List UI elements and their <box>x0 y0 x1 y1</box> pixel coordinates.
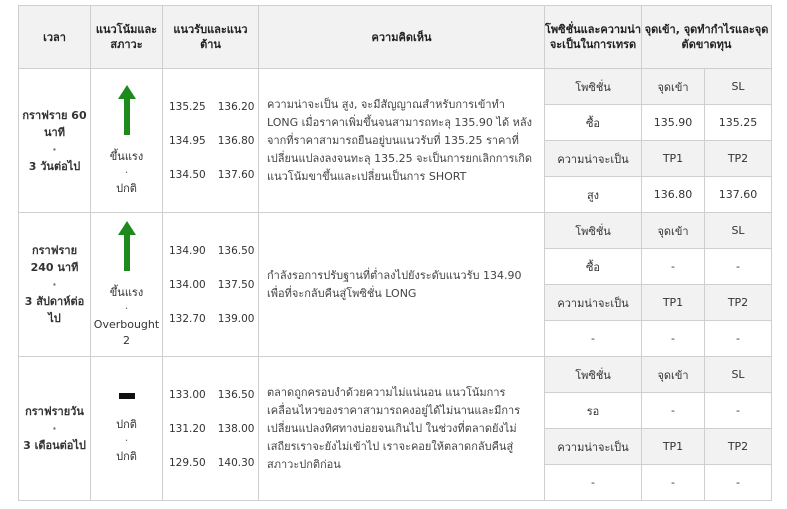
header-opinion: ความคิดเห็น <box>259 6 545 69</box>
arrow-up-icon <box>118 221 136 271</box>
resistance-value: 140.30 <box>217 456 255 469</box>
levels-cell <box>163 213 259 357</box>
trend-cell <box>91 69 163 213</box>
entry-label: จุดเข้า <box>642 69 705 105</box>
opinion-cell: ตลาดถูกครอบงำด้วยความไม่แน่นอน แนวโน้มการเคลื่อนไหวของราคาสามารถคงอยู่ได้ไม่นานและมีการเปลี่ยนแปลงทิศทางบ่อยจนเกินไป ในช่วงที่ตลาดยังไม่เสถียรเราจะยังไม่เข้าไป เราจะคอยให้ตลาดกลับคืนสู่สภาวะปกติก่อน <box>259 357 545 501</box>
resistance-value: 137.60 <box>217 168 255 181</box>
position-label: โพซิชั่น <box>545 69 642 105</box>
timeframe-cell <box>19 213 91 357</box>
prob-value: - <box>545 465 642 501</box>
trend-cell <box>91 357 163 501</box>
tp2-value: 137.60 <box>705 177 772 213</box>
resistance-value: 139.00 <box>217 312 255 325</box>
entry-label: จุดเข้า <box>642 213 705 249</box>
sl-label: SL <box>705 213 772 249</box>
entry-label: จุดเข้า <box>642 357 705 393</box>
arrow-up-icon <box>118 85 136 135</box>
tp2-value: - <box>705 321 772 357</box>
header-row <box>19 6 772 69</box>
tp2-label: TP2 <box>705 141 772 177</box>
sl-value: - <box>705 393 772 429</box>
resistance-value: 136.80 <box>217 134 255 147</box>
support-value: 133.00 <box>169 388 206 401</box>
sl-label: SL <box>705 69 772 105</box>
position-value: รอ <box>545 393 642 429</box>
trend-label: ขึ้นแรง <box>109 285 144 299</box>
separator: · <box>124 165 129 179</box>
sl-label: SL <box>705 357 772 393</box>
support-value: 134.90 <box>169 244 206 257</box>
position-label: โพซิชั่น <box>545 213 642 249</box>
entry-value: - <box>642 249 705 285</box>
tp1-label: TP1 <box>642 141 705 177</box>
separator: · <box>124 301 129 315</box>
prob-value: - <box>545 321 642 357</box>
support-value: 129.50 <box>169 456 206 469</box>
header-time: เวลา <box>19 6 91 69</box>
support-value: 131.20 <box>169 422 206 435</box>
position-value: ซื้อ <box>545 249 642 285</box>
state-label: ปกติ <box>116 449 137 463</box>
header-position: โพซิชั่นและความน่าจะเป็นในการเทรด <box>545 6 642 69</box>
entry-value: - <box>642 393 705 429</box>
resistance-value: 137.50 <box>217 278 255 291</box>
horizon-label: 3 วันต่อไป <box>28 159 81 173</box>
tp1-value: - <box>642 321 705 357</box>
tp1-value: 136.80 <box>642 177 705 213</box>
prob-value: สูง <box>545 177 642 213</box>
timeframe-label: กราฟรายวัน <box>25 405 84 418</box>
levels-cell <box>163 69 259 213</box>
tp1-label: TP1 <box>642 285 705 321</box>
separator: · <box>52 422 57 435</box>
tp2-label: TP2 <box>705 285 772 321</box>
prob-label: ความน่าจะเป็น <box>545 429 642 465</box>
trend-label: ปกติ <box>116 417 137 431</box>
header-trend: แนวโน้มและสภาวะ <box>91 6 163 69</box>
trend-label: ขึ้นแรง <box>109 149 144 163</box>
support-value: 135.25 <box>169 100 206 113</box>
header-levels: แนวรับและแนวต้าน <box>163 6 259 69</box>
tp2-value: - <box>705 465 772 501</box>
tp2-label: TP2 <box>705 429 772 465</box>
table-row <box>19 357 772 393</box>
resistance-value: 136.20 <box>217 100 255 113</box>
tp1-value: - <box>642 465 705 501</box>
support-value: 134.50 <box>169 168 206 181</box>
tp1-label: TP1 <box>642 429 705 465</box>
header-entry: จุดเข้า, จุดทำกำไรและจุดตัดขาดทุน <box>642 6 772 69</box>
state-label: ปกติ <box>116 181 137 195</box>
position-label: โพซิชั่น <box>545 357 642 393</box>
separator: · <box>124 433 129 447</box>
support-value: 134.95 <box>169 134 206 147</box>
timeframe-label: กราฟราย 60 นาที <box>22 108 87 139</box>
timeframe-label: กราฟราย 240 นาที <box>30 244 79 274</box>
horizon-label: 3 เดือนต่อไป <box>23 439 86 452</box>
separator: · <box>52 278 57 291</box>
timeframe-cell <box>19 357 91 501</box>
opinion-cell: ความน่าจะเป็น สูง, จะมีสัญญาณสำหรับการเข้าทำ LONG เมื่อราคาเพิ่มขึ้นจนสามารถทะลุ 135.90 ได้ หลังจากที่ราคาสามารถยืนอยู่บนแนวรับที่ 135.25 ราคาที่เปลี่ยนแปลงลงจนทะลุ 135.25 จะเป็นการยกเลิกการเกิดแนวโน้มขาขึ้นและเปลี่ยนเป็นการ SHORT <box>259 69 545 213</box>
table-row <box>19 69 772 105</box>
opinion-cell: กำลังรอการปรับฐานที่ต่ำลงไปยังระดับแนวรับ 134.90 เพื่อที่จะกลับคืนสู่โพซิชั่น LONG <box>259 213 545 357</box>
entry-value: 135.90 <box>642 105 705 141</box>
timeframe-cell <box>19 69 91 213</box>
support-value: 134.00 <box>169 278 206 291</box>
state-label: Overbought 2 <box>93 317 160 347</box>
prob-label: ความน่าจะเป็น <box>545 141 642 177</box>
flat-dash-icon <box>119 393 135 399</box>
sl-value: - <box>705 249 772 285</box>
horizon-label: 3 สัปดาห์ต่อไป <box>24 295 85 325</box>
resistance-value: 138.00 <box>217 422 255 435</box>
analysis-table <box>18 5 772 501</box>
support-value: 132.70 <box>169 312 206 325</box>
position-value: ซื้อ <box>545 105 642 141</box>
table-row <box>19 213 772 249</box>
separator: · <box>52 142 57 156</box>
resistance-value: 136.50 <box>217 244 255 257</box>
prob-label: ความน่าจะเป็น <box>545 285 642 321</box>
levels-cell <box>163 357 259 501</box>
resistance-value: 136.50 <box>217 388 255 401</box>
sl-value: 135.25 <box>705 105 772 141</box>
trend-cell <box>91 213 163 357</box>
